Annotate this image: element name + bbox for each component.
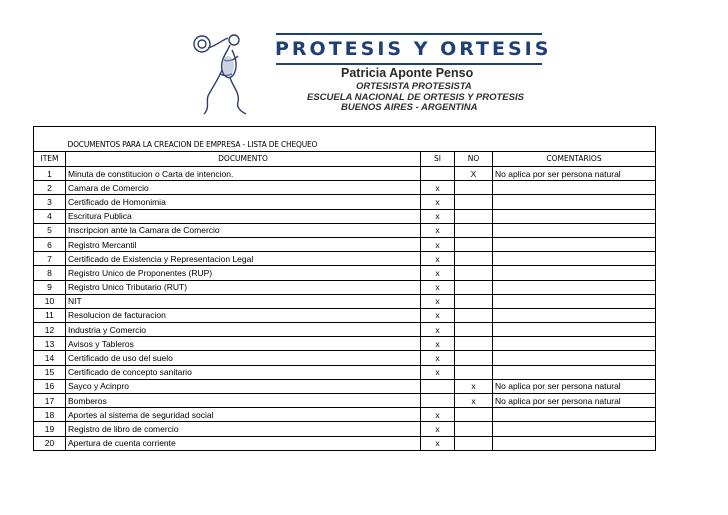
cell-comentarios xyxy=(493,294,656,308)
cell-item: 15 xyxy=(34,365,66,379)
col-header-documento: DOCUMENTO xyxy=(66,152,421,167)
cell-si xyxy=(421,379,455,393)
cell-documento: Certificado de concepto sanitario xyxy=(66,365,421,379)
table-row xyxy=(34,237,656,251)
cell-comentarios xyxy=(493,323,656,337)
cell-no: x xyxy=(455,379,493,393)
cell-si: x xyxy=(421,252,455,266)
cell-comentarios xyxy=(493,237,656,251)
table-row xyxy=(34,195,656,209)
cell-no xyxy=(455,323,493,337)
cell-item: 6 xyxy=(34,237,66,251)
cell-documento: Industria y Comercio xyxy=(66,323,421,337)
cell-si: x xyxy=(421,195,455,209)
cell-item: 3 xyxy=(34,195,66,209)
cell-comentarios xyxy=(493,223,656,237)
cell-si: x xyxy=(421,223,455,237)
cell-item: 8 xyxy=(34,266,66,280)
cell-no xyxy=(455,351,493,365)
cell-item: 7 xyxy=(34,252,66,266)
cell-si: x xyxy=(421,237,455,251)
table-row xyxy=(34,209,656,223)
cell-si: x xyxy=(421,294,455,308)
cell-si: x xyxy=(421,181,455,195)
cell-documento: Registro Mercantil xyxy=(66,237,421,251)
cell-item: 17 xyxy=(34,394,66,408)
cell-si: x xyxy=(421,337,455,351)
cell-si: x xyxy=(421,280,455,294)
cell-no xyxy=(455,181,493,195)
cell-no xyxy=(455,422,493,436)
cell-item: 5 xyxy=(34,223,66,237)
logo-person-name: Patricia Aponte Penso xyxy=(341,66,474,80)
table-title-row xyxy=(34,127,656,152)
cell-documento: Certificado de Existencia y Representacion Legal xyxy=(66,252,421,266)
cell-item: 9 xyxy=(34,280,66,294)
table-row xyxy=(34,422,656,436)
cell-documento: Apertura de cuenta corriente xyxy=(66,436,421,450)
table-row xyxy=(34,308,656,322)
table-row xyxy=(34,365,656,379)
cell-documento: Registro Unico de Proponentes (RUP) xyxy=(66,266,421,280)
cell-no xyxy=(455,252,493,266)
cell-comentarios xyxy=(493,195,656,209)
cell-comentarios xyxy=(493,408,656,422)
cell-documento: Inscripcion ante la Camara de Comercio xyxy=(66,223,421,237)
table-row xyxy=(34,266,656,280)
cell-documento: Sayco y Acinpro xyxy=(66,379,421,393)
table-row xyxy=(34,408,656,422)
cell-item: 20 xyxy=(34,436,66,450)
cell-no xyxy=(455,223,493,237)
cell-comentarios xyxy=(493,351,656,365)
cell-no xyxy=(455,280,493,294)
cell-si xyxy=(421,394,455,408)
cell-item: 13 xyxy=(34,337,66,351)
logo-subtitle-3: BUENOS AIRES - ARGENTINA xyxy=(341,102,478,113)
cell-no: x xyxy=(455,394,493,408)
table-row xyxy=(34,294,656,308)
cell-no xyxy=(455,308,493,322)
cell-documento: Minuta de constitucion o Carta de intencion. xyxy=(66,167,421,181)
logo-title: PROTESIS Y ORTESIS xyxy=(275,38,552,60)
cell-item: 10 xyxy=(34,294,66,308)
col-header-item: ITEM xyxy=(34,152,66,167)
cell-si: x xyxy=(421,351,455,365)
logo-rule-bottom xyxy=(276,63,542,65)
table-row xyxy=(34,280,656,294)
cell-no xyxy=(455,237,493,251)
cell-comentarios: No aplica por ser persona natural xyxy=(493,394,656,408)
cell-si: x xyxy=(421,266,455,280)
col-header-no: NO xyxy=(455,152,493,167)
cell-no xyxy=(455,408,493,422)
cell-comentarios xyxy=(493,337,656,351)
table-row xyxy=(34,436,656,450)
cell-si: x xyxy=(421,408,455,422)
cell-documento: NIT xyxy=(66,294,421,308)
cell-no xyxy=(455,195,493,209)
cell-documento: Aportes al sistema de seguridad social xyxy=(66,408,421,422)
cell-documento: Camara de Comercio xyxy=(66,181,421,195)
cell-comentarios xyxy=(493,252,656,266)
cell-documento: Registro Unico Tributario (RUT) xyxy=(66,280,421,294)
cell-no xyxy=(455,209,493,223)
cell-item: 18 xyxy=(34,408,66,422)
table-row xyxy=(34,351,656,365)
cell-si xyxy=(421,167,455,181)
cell-documento: Avisos y Tableros xyxy=(66,337,421,351)
col-header-si: SI xyxy=(421,152,455,167)
cell-comentarios xyxy=(493,436,656,450)
checklist-table xyxy=(33,126,656,451)
cell-documento: Bomberos xyxy=(66,394,421,408)
table-header-row xyxy=(34,152,656,167)
cell-item: 1 xyxy=(34,167,66,181)
cell-item: 2 xyxy=(34,181,66,195)
cell-comentarios xyxy=(493,280,656,294)
cell-comentarios xyxy=(493,422,656,436)
cell-item: 19 xyxy=(34,422,66,436)
cell-comentarios xyxy=(493,181,656,195)
cell-si: x xyxy=(421,365,455,379)
logo-subtitle-1: ORTESISTA PROTESISTA xyxy=(356,81,472,92)
cell-si: x xyxy=(421,308,455,322)
table-row xyxy=(34,181,656,195)
table-title: DOCUMENTOS PARA LA CREACION DE EMPRESA - LISTA DE CHEQUEO xyxy=(67,140,318,149)
cell-comentarios xyxy=(493,308,656,322)
col-header-comentarios: COMENTARIOS xyxy=(493,152,656,167)
cell-si: x xyxy=(421,209,455,223)
cell-comentarios xyxy=(493,365,656,379)
cell-no: X xyxy=(455,167,493,181)
cell-si: x xyxy=(421,436,455,450)
cell-no xyxy=(455,337,493,351)
logo-rule-top xyxy=(276,33,542,35)
cell-comentarios xyxy=(493,266,656,280)
discobolus-figure-icon xyxy=(190,30,258,116)
cell-comentarios: No aplica por ser persona natural xyxy=(493,379,656,393)
table-row xyxy=(34,394,656,408)
table-row xyxy=(34,223,656,237)
cell-no xyxy=(455,266,493,280)
cell-item: 14 xyxy=(34,351,66,365)
table-row xyxy=(34,323,656,337)
cell-documento: Certificado de uso del suelo xyxy=(66,351,421,365)
cell-no xyxy=(455,436,493,450)
cell-documento: Resolucion de facturacion xyxy=(66,308,421,322)
cell-documento: Registro de libro de comercio xyxy=(66,422,421,436)
cell-comentarios xyxy=(493,209,656,223)
header-logo xyxy=(190,30,552,116)
table-row xyxy=(34,337,656,351)
cell-documento: Certificado de Homonimia xyxy=(66,195,421,209)
cell-no xyxy=(455,365,493,379)
table-row xyxy=(34,252,656,266)
cell-item: 4 xyxy=(34,209,66,223)
cell-item: 11 xyxy=(34,308,66,322)
table-row xyxy=(34,167,656,181)
cell-comentarios: No aplica por ser persona natural xyxy=(493,167,656,181)
cell-no xyxy=(455,294,493,308)
cell-si: x xyxy=(421,323,455,337)
table-row xyxy=(34,379,656,393)
cell-si: x xyxy=(421,422,455,436)
cell-item: 16 xyxy=(34,379,66,393)
cell-documento: Escritura Publica xyxy=(66,209,421,223)
logo-subtitle-2: ESCUELA NACIONAL DE ORTESIS Y PROTESIS xyxy=(307,92,524,103)
cell-item: 12 xyxy=(34,323,66,337)
